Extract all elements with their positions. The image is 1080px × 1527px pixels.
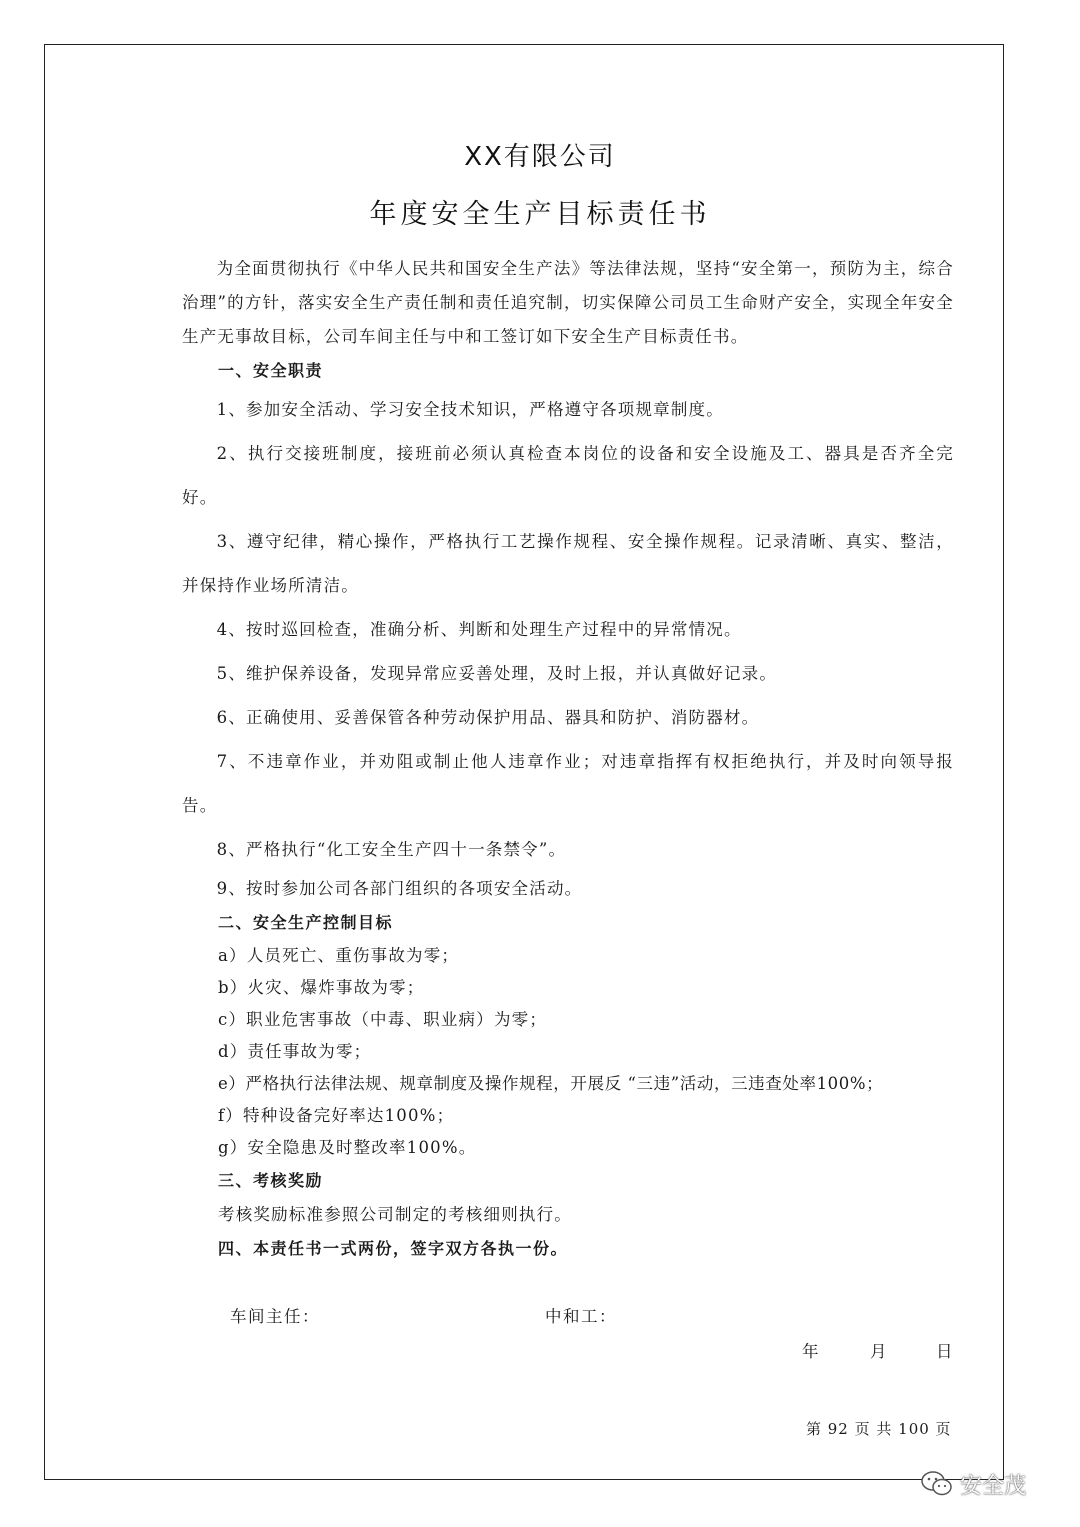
list-item: f）特种设备完好率达100%； [218,1106,455,1125]
list-item: 9、按时参加公司各部门组织的各项安全活动。 [216,879,583,898]
list-item: 6、正确使用、妥善保管各种劳动保护用品、器具和防护、消防器材。 [216,708,760,727]
signature-workshop-director: 车间主任： [230,1307,320,1326]
date-month: 月 [870,1342,887,1361]
document-title-company: XX有限公司 [464,142,616,172]
intro-paragraph: 为全面贯彻执行《中华人民共和国安全生产法》等法律法规，坚持“安全第一，预防为主，综合治理”的方针，落实安全生产责任制和责任追究制，切实保障公司员工生命财产安全，实现全年安全生产无事故目标，公司车间主任与中和工签订如下安全生产目标责任书。 [182,259,954,346]
list-item: 2、执行交接班制度，接班前必须认真检查本岗位的设备和安全设施及工、器具是否齐全完好。 [182,444,954,507]
watermark [920,1462,1026,1506]
duties-list [182,388,954,906]
date-year: 年 [802,1342,819,1361]
section-heading-duties: 一、安全职责 [218,361,324,380]
list-item: 8、严格执行“化工安全生产四十一条禁令”。 [216,840,567,859]
document-body [182,252,954,1266]
list-item: 1、参加安全活动、学习安全技术知识，严格遵守各项规章制度。 [216,400,724,419]
section-heading-rewards: 三、考核奖励 [218,1171,324,1190]
section-heading-targets: 二、安全生产控制目标 [218,913,394,932]
rewards-text: 考核奖励标准参照公司制定的考核细则执行。 [218,1205,572,1224]
page-number: 第 92 页 共 100 页 [806,1420,952,1438]
list-item: b）火灾、爆炸事故为零； [218,978,425,997]
wechat-icon [920,1470,954,1498]
targets-list [182,940,954,1164]
list-item: 5、维护保养设备，发现异常应妥善处理，及时上报，并认真做好记录。 [216,664,778,683]
list-item: 7、不违章作业，并劝阻或制止他人违章作业；对违章指挥有权拒绝执行，并及时向领导报告。 [182,752,954,815]
list-item: g）安全隐患及时整改率100%。 [218,1138,477,1157]
list-item: a）人员死亡、重伤事故为零； [218,946,460,965]
section-heading-copies: 四、本责任书一式两份，签字双方各执一份。 [218,1239,569,1258]
document-title: 年度安全生产目标责任书 [369,199,711,230]
signature-worker: 中和工： [545,1307,617,1326]
list-item: d）责任事故为零； [218,1042,372,1061]
list-item: 3、遵守纪律，精心操作，严格执行工艺操作规程、安全操作规程。记录清晰、真实、整洁，并保持作业场所清洁。 [182,532,954,595]
list-item: e）严格执行法律法规、规章制度及操作规程，开展反 “三违”活动，三违查处率100%； [218,1074,884,1093]
date-day: 日 [936,1342,953,1361]
watermark-text: 安全茂 [960,1473,1027,1499]
list-item: 4、按时巡回检查，准确分析、判断和处理生产过程中的异常情况。 [216,620,742,639]
list-item: c）职业危害事故（中毒、职业病）为零； [218,1010,548,1029]
